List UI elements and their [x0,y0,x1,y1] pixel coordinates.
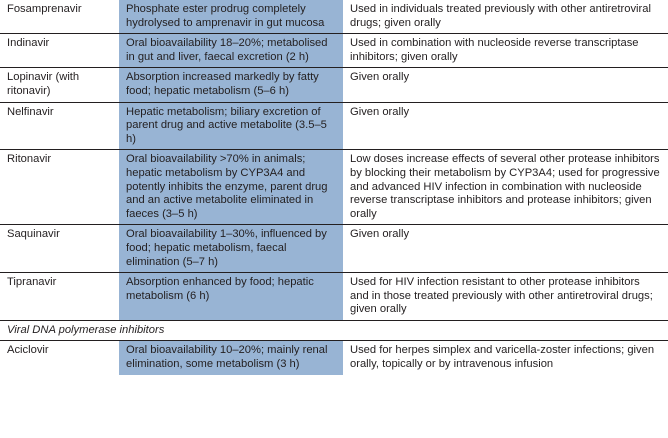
pharmacokinetics-cell: Oral bioavailability 10–20%; mainly renal elimination, some metabolism (3 h) [119,341,343,375]
drug-name: Aciclovir [7,344,49,357]
section-heading: Viral DNA polymerase inhibitors [0,320,668,341]
notes-cell: Low doses increase effects of several other protease inhibitors by blocking their metabolism by CYP3A4; used for progressive and advanced HIV infection in combination with nucleoside reverse transcriptase inhibitors and protease inhibitors; given orally [343,150,668,225]
table-row [0,341,668,375]
pharmacokinetics-cell: Phosphate ester prodrug completely hydrolysed to amprenavir in gut mucosa [119,0,343,34]
table-row [0,34,668,68]
notes-cell: Given orally [343,68,668,102]
notes-cell: Given orally [343,225,668,273]
drug-name: Nelfinavir [0,102,119,150]
pharmacokinetics-cell: Absorption increased markedly by fatty food; hepatic metabolism (5–6 h) [119,68,343,102]
table-row [0,0,668,34]
table-row [0,150,668,225]
notes-cell: Used for herpes simplex and varicella-zoster infections; given orally, topically or by intravenous infusion [350,344,655,371]
notes-cell: Used in combination with nucleoside reverse transcriptase inhibitors; given orally [343,34,668,68]
table-row [0,225,668,273]
pharmacokinetics-cell: Oral bioavailability 18–20%; metabolised in gut and liver, faecal excretion (2 h) [119,34,343,68]
drug-name: Tipranavir [0,273,119,321]
pharmacokinetics-cell: Oral bioavailability 1–30%, influenced by food; hepatic metabolism, faecal elimination (5–7 h) [119,225,343,273]
drug-name: Ritonavir [0,150,119,225]
notes-cell: Used in individuals treated previously with other antiretroviral drugs; given orally [343,0,668,34]
drug-name: Indinavir [0,34,119,68]
notes-cell: Given orally [343,102,668,150]
drug-name: Fosamprenavir [0,0,119,34]
section-heading-row [0,320,668,341]
table-row [0,102,668,150]
pharmacokinetics-cell: Oral bioavailability >70% in animals; hepatic metabolism by CYP3A4 and potently inhibits the enzyme, parent drug and an active metabolite eliminated in faeces (3–5 h) [119,150,343,225]
drug-name: Saquinavir [0,225,119,273]
pharmacokinetics-cell: Absorption enhanced by food; hepatic metabolism (6 h) [119,273,343,321]
table-row [0,68,668,102]
pharmacokinetics-cell: Hepatic metabolism; biliary excretion of parent drug and active metabolite (3.5–5 h) [119,102,343,150]
drug-name: Lopinavir (with ritonavir) [0,68,119,102]
notes-cell: Used for HIV infection resistant to other protease inhibitors and in those treated previously with other antiretroviral drugs; given orally [343,273,668,321]
table-row [0,273,668,321]
